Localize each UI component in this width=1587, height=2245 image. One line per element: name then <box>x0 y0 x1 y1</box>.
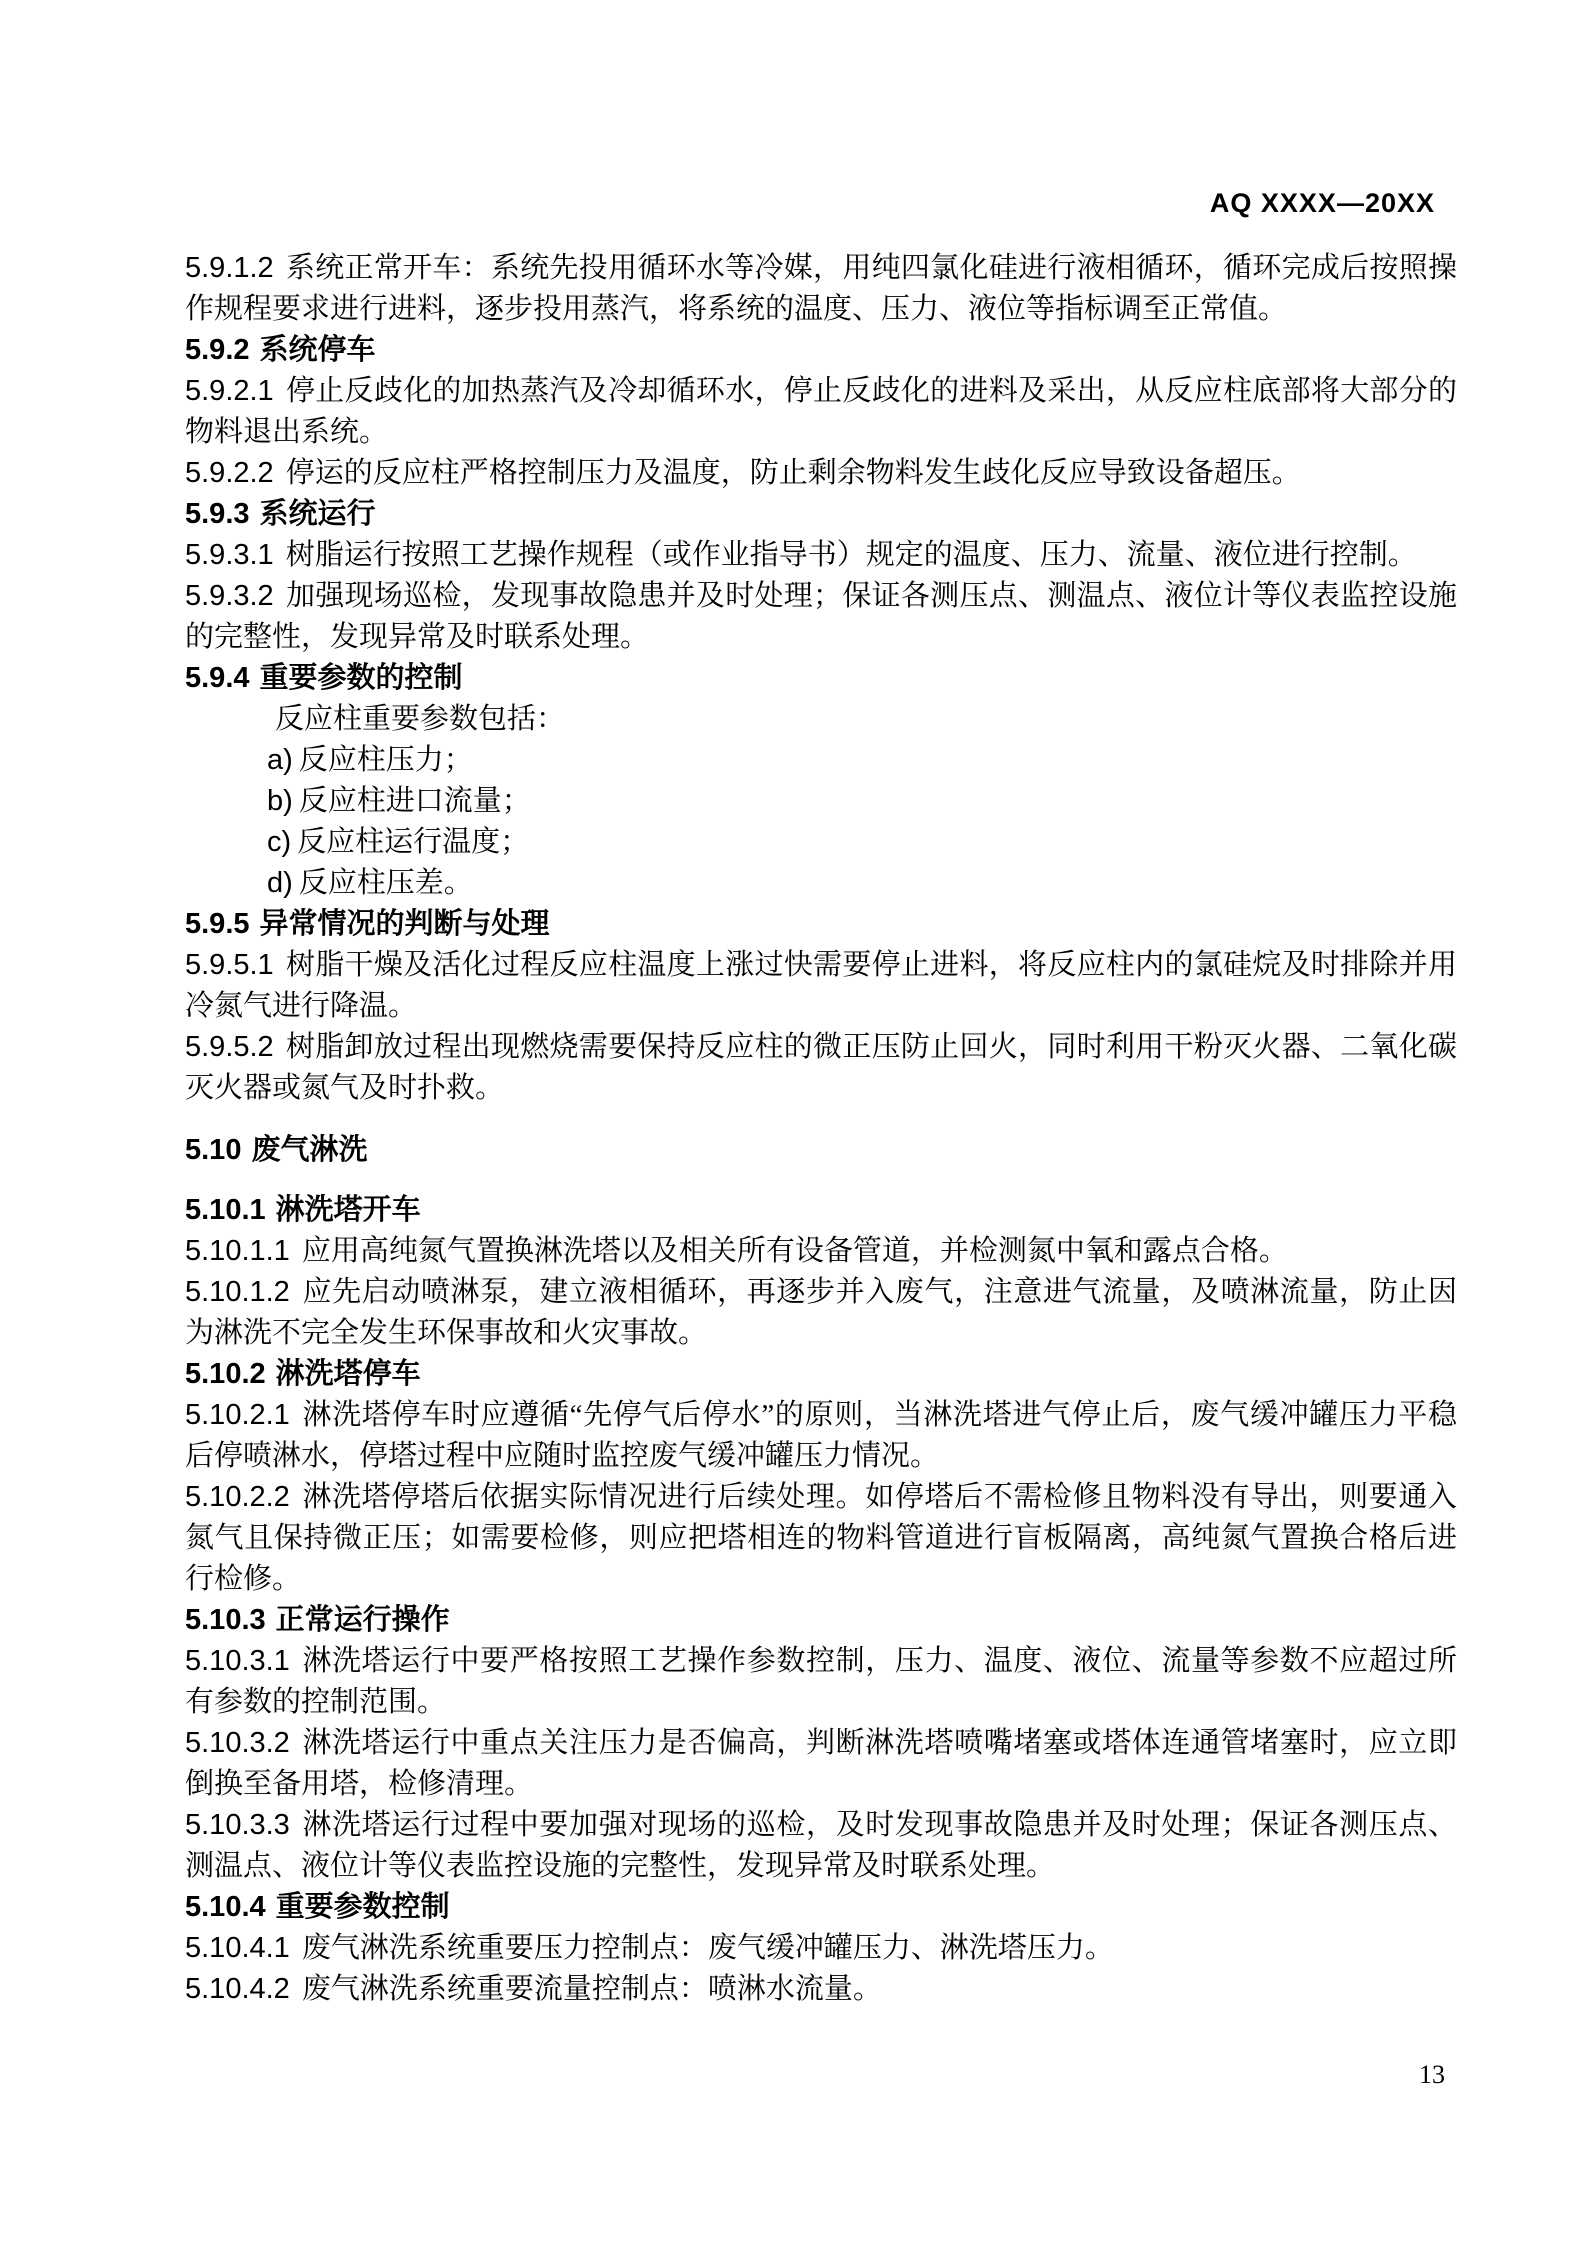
clause-5-10-1-2 <box>185 1272 1457 1354</box>
clause-5-10-4-1 <box>185 1928 1457 1969</box>
heading-number: 5.9.3 <box>185 498 250 530</box>
heading-text: 异常情况的判断与处理 <box>259 908 550 940</box>
heading-text: 系统停车 <box>259 334 376 366</box>
list-item-label: d) <box>267 867 293 899</box>
clause-number: 5.10.4.1 <box>185 1932 290 1964</box>
heading-5-9-4 <box>185 658 1457 699</box>
list-item-text: 反应柱进口流量； <box>298 785 531 817</box>
list-item-text: 反应柱运行温度； <box>297 826 530 858</box>
clause-text: 淋洗塔停塔后依据实际情况进行后续处理。如停塔后不需检修且物料没有导出，则要通入氮气且保持微正压；如需要检修，则应把塔相连的物料管道进行盲板隔离，高纯氮气置换合格后进行检修。 <box>185 1481 1457 1595</box>
heading-text: 重要参数控制 <box>275 1891 450 1923</box>
heading-5-10-1 <box>185 1190 1457 1231</box>
clause-number: 5.9.2.1 <box>185 375 274 407</box>
clause-text: 淋洗塔停车时应遵循“先停气后停水”的原则，当淋洗塔进气停止后，废气缓冲罐压力平稳后停喷淋水，停塔过程中应随时监控废气缓冲罐压力情况。 <box>185 1399 1457 1472</box>
heading-number: 5.10.1 <box>185 1194 266 1226</box>
list-item-label: a) <box>267 744 293 776</box>
heading-5-10-2 <box>185 1354 1457 1395</box>
list-item-b <box>185 781 1457 822</box>
clause-text: 淋洗塔运行中要严格按照工艺操作参数控制，压力、温度、液位、流量等参数不应超过所有参数的控制范围。 <box>185 1645 1457 1718</box>
list-item-text: 反应柱压力； <box>298 744 473 776</box>
clause-5-9-3-1 <box>185 535 1457 576</box>
clause-number: 5.10.3.3 <box>185 1809 290 1841</box>
list-item-text: 反应柱压差。 <box>298 867 473 899</box>
list-intro-text: 反应柱重要参数包括： <box>275 703 566 735</box>
clause-text: 停运的反应柱严格控制压力及温度，防止剩余物料发生歧化反应导致设备超压。 <box>285 457 1301 489</box>
clause-number: 5.9.1.2 <box>185 252 274 284</box>
clause-text: 树脂卸放过程出现燃烧需要保持反应柱的微正压防止回火，同时利用干粉灭火器、二氧化碳灭火器或氮气及时扑救。 <box>185 1031 1457 1104</box>
clause-text: 淋洗塔运行中重点关注压力是否偏高，判断淋洗塔喷嘴堵塞或塔体连通管堵塞时，应立即倒换至备用塔，检修清理。 <box>185 1727 1457 1800</box>
clause-text: 树脂运行按照工艺操作规程（或作业指导书）规定的温度、压力、流量、液位进行控制。 <box>285 539 1417 571</box>
clause-number: 5.10.1.1 <box>185 1235 290 1267</box>
heading-text: 重要参数的控制 <box>259 662 463 694</box>
heading-number: 5.10.2 <box>185 1358 266 1390</box>
clause-5-10-1-1 <box>185 1231 1457 1272</box>
heading-5-9-3 <box>185 494 1457 535</box>
list-item-a <box>185 740 1457 781</box>
heading-5-10-4 <box>185 1887 1457 1928</box>
clause-number: 5.10.2.2 <box>185 1481 290 1513</box>
heading-text: 系统运行 <box>259 498 376 530</box>
clause-number: 5.10.3.1 <box>185 1645 290 1677</box>
section-heading-5-10 <box>185 1130 1457 1171</box>
clause-5-9-5-1 <box>185 945 1457 1027</box>
list-item-d <box>185 863 1457 904</box>
clause-5-9-3-2 <box>185 576 1457 658</box>
list-item-label: c) <box>267 826 292 858</box>
heading-5-10-3 <box>185 1600 1457 1641</box>
clause-number: 5.9.3.2 <box>185 580 274 612</box>
clause-text: 树脂干燥及活化过程反应柱温度上涨过快需要停止进料，将反应柱内的氯硅烷及时排除并用冷氮气进行降温。 <box>185 949 1457 1022</box>
clause-text: 停止反歧化的加热蒸汽及冷却循环水，停止反歧化的进料及采出，从反应柱底部将大部分的物料退出系统。 <box>185 375 1457 448</box>
clause-text: 淋洗塔运行过程中要加强对现场的巡检，及时发现事故隐患并及时处理；保证各测压点、测温点、液位计等仪表监控设施的完整性，发现异常及时联系处理。 <box>185 1809 1457 1882</box>
clause-text: 应先启动喷淋泵，建立液相循环，再逐步并入废气，注意进气流量，及喷淋流量，防止因为淋洗不完全发生环保事故和火灾事故。 <box>185 1276 1457 1349</box>
clause-number: 5.9.5.1 <box>185 949 274 981</box>
clause-5-10-3-3 <box>185 1805 1457 1887</box>
heading-number: 5.9.5 <box>185 908 250 940</box>
clause-text: 加强现场巡检，发现事故隐患并及时处理；保证各测压点、测温点、液位计等仪表监控设施的完整性，发现异常及时联系处理。 <box>185 580 1457 653</box>
list-intro <box>185 699 1457 740</box>
clause-number: 5.10.3.2 <box>185 1727 290 1759</box>
clause-5-9-2-2 <box>185 453 1457 494</box>
clause-text: 废气淋洗系统重要流量控制点：喷淋水流量。 <box>301 1973 882 2005</box>
clause-5-9-1-2 <box>185 248 1457 330</box>
clause-number: 5.10.4.2 <box>185 1973 290 2005</box>
clause-text: 应用高纯氮气置换淋洗塔以及相关所有设备管道，并检测氮中氧和露点合格。 <box>301 1235 1288 1267</box>
heading-text: 正常运行操作 <box>275 1604 450 1636</box>
list-item-c <box>185 822 1457 863</box>
heading-number: 5.10.4 <box>185 1891 266 1923</box>
page-number: 13 <box>1419 2060 1445 2089</box>
heading-text: 淋洗塔停车 <box>275 1358 421 1390</box>
clause-text: 废气淋洗系统重要压力控制点：废气缓冲罐压力、淋洗塔压力。 <box>301 1932 1114 1964</box>
heading-number: 5.9.4 <box>185 662 250 694</box>
list-item-label: b) <box>267 785 293 817</box>
clause-5-10-2-2 <box>185 1477 1457 1600</box>
clause-text: 系统正常开车：系统先投用循环水等冷媒，用纯四氯化硅进行液相循环，循环完成后按照操作规程要求进行进料，逐步投用蒸汽，将系统的温度、压力、液位等指标调至正常值。 <box>185 252 1457 325</box>
clause-5-9-2-1 <box>185 371 1457 453</box>
section-number: 5.10 <box>185 1134 242 1166</box>
heading-number: 5.9.2 <box>185 334 250 366</box>
section-text: 废气淋洗 <box>251 1134 368 1166</box>
clause-5-10-2-1 <box>185 1395 1457 1477</box>
heading-5-9-5 <box>185 904 1457 945</box>
document-body <box>185 248 1457 2010</box>
heading-text: 淋洗塔开车 <box>275 1194 421 1226</box>
clause-number: 5.9.5.2 <box>185 1031 274 1063</box>
heading-number: 5.10.3 <box>185 1604 266 1636</box>
clause-number: 5.10.1.2 <box>185 1276 290 1308</box>
clause-5-10-4-2 <box>185 1969 1457 2010</box>
clause-5-9-5-2 <box>185 1027 1457 1109</box>
standard-number-header: AQ XXXX—20XX <box>1209 188 1435 218</box>
clause-5-10-3-2 <box>185 1723 1457 1805</box>
clause-number: 5.9.2.2 <box>185 457 274 489</box>
clause-number: 5.10.2.1 <box>185 1399 290 1431</box>
heading-5-9-2 <box>185 330 1457 371</box>
clause-5-10-3-1 <box>185 1641 1457 1723</box>
clause-number: 5.9.3.1 <box>185 539 274 571</box>
